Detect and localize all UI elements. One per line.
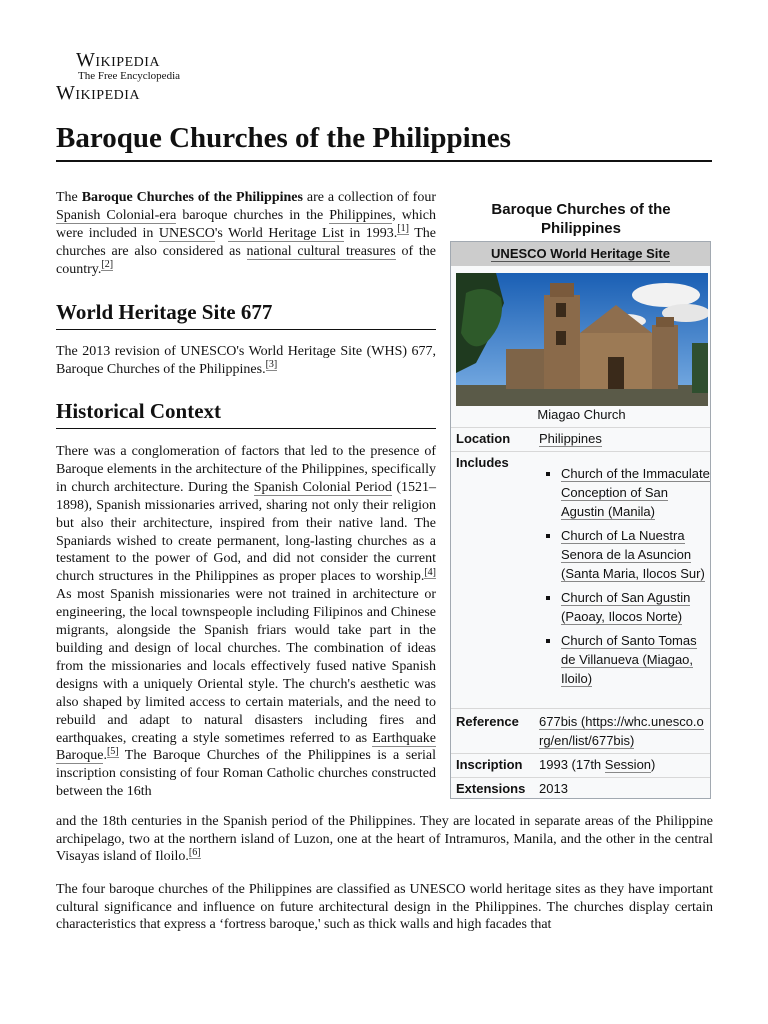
link-santa-maria-church[interactable]: Church of La Nuestra Senora de la Asuncion (Santa Maria, Ilocos Sur) (561, 528, 705, 581)
row-inscription: Inscription 1993 (17th Session) (451, 753, 710, 777)
ref-5[interactable]: [5] (106, 745, 119, 757)
label-includes: Includes (456, 455, 509, 470)
history-paragraph-full: and the 18th centuries in the Spanish period of the Philippines. They are located in separate areas of the Philippine archipelago, two at the northern island of Luzon, one at the heart of Intramuros, Manila, and the other in the central Visayas island of Iloilo.[6] (56, 814, 713, 865)
ref-3[interactable]: [3] (265, 359, 278, 371)
row-reference (451, 708, 710, 752)
page-title: Baroque Churches of the Philippines (56, 120, 712, 162)
tagline: The Free Encyclopedia (78, 70, 181, 82)
list-item (561, 464, 711, 521)
link-manila-church[interactable]: Church of the Immaculate Conception of San Agustin (Manila) (561, 466, 710, 519)
link-reference[interactable]: 677bis (https://whc.unesco.org/en/list/677bis) (539, 714, 704, 748)
whs-paragraph: The 2013 revision of UNESCO's World Heritage Site (WHS) 677, Baroque Churches of the Philippines.[3] (56, 344, 436, 377)
list-item (561, 526, 711, 583)
classification-paragraph: The four baroque churches of the Philippines are classified as UNESCO world heritage sites as they have important cultural significance and influence on future architectural design in the Philippines. The churches display certain characteristics that express a ‘fortress baroque,' such as thick walls and high facades that (56, 882, 713, 933)
includes-list (539, 464, 711, 688)
wordmark-bottom: Wikipedia (56, 82, 141, 104)
ref-6[interactable]: [6] (188, 846, 201, 858)
image-caption: Miagao Church (537, 407, 626, 422)
link-spanish-colonial[interactable]: Spanish Colonial-era (56, 207, 177, 223)
history-paragraph-column: There was a conglomeration of factors that led to the presence of Baroque elements in the architecture of the Philippines, specifically in church architecture. During the Spanish Colonial Period (1521–1898), Spanish missionaries arrived, sharing not only their religion but also their architecture, inspired from their native land. The Spaniards wished to create permanent, long-lasting churches as a testament to the power of God, and did not consider the current church structures in the Philippines as proper places to worship.[4] As most Spanish missionaries were not trained in architecture or engineering, the local townspeople including Filipinos and Chinese migrants, alongside the Spanish friars would take part in the building and design of local churches. The combination of ideas from the missionaries and locals effectively fused native Spanish designs with a uniquely Oriental style. The church's aesthetic was also shaped by limited access to certain materials, and the need to rebuild and adapt to natural disasters including fires and earthquakes, creating a style sometimes referred to as Earthquake Baroque.[5] The Baroque Churches of the Philippines is a serial inscription consisting of four Roman Catholic churches constructed between the 16th (56, 444, 436, 800)
ref-2[interactable]: [2] (101, 258, 114, 270)
miagao-church-image[interactable] (456, 273, 708, 406)
ref-1[interactable]: [1] (397, 223, 409, 235)
link-miagao-church[interactable]: Church of Santo Tomas de Villanueva (Miagao, Iloilo) (561, 633, 697, 686)
list-item (561, 588, 711, 626)
infobox-title: Baroque Churches of the Philippines (491, 201, 671, 237)
row-includes (451, 451, 710, 705)
link-paoay-church[interactable]: Church of San Agustin (Paoay, Ilocos Norte) (561, 590, 691, 624)
row-location (451, 427, 710, 451)
heading-historical-context: Historical Context (56, 398, 436, 429)
label-inscription: Inscription (456, 757, 523, 772)
intro-bold-title: Baroque Churches of the Philippines (81, 190, 303, 205)
link-world-heritage-list[interactable]: World Heritage List (228, 225, 344, 241)
link-philippines[interactable]: Philippines (329, 207, 393, 223)
heading-world-heritage-site: World Heritage Site 677 (56, 299, 436, 330)
extensions-value: 2013 (539, 781, 568, 796)
link-earthquake-baroque[interactable]: Earthquake Baroque (56, 730, 436, 764)
inscription-value: 1993 (17th (539, 757, 605, 772)
link-session[interactable]: Session (604, 757, 652, 772)
link-spanish-colonial-period[interactable]: Spanish Colonial Period (253, 479, 392, 495)
wordmark-top: Wikipedia (76, 49, 161, 71)
label-reference: Reference (456, 714, 519, 729)
infobox-band (451, 242, 710, 266)
label-extensions: Extensions (456, 781, 526, 796)
infobox (450, 241, 711, 799)
link-location[interactable]: Philippines (539, 431, 602, 446)
link-unesco-whs[interactable]: UNESCO World Heritage Site (491, 246, 670, 261)
link-national-cultural-treasures[interactable]: national cultural treasures (246, 243, 396, 259)
list-item (561, 631, 711, 688)
row-extensions (451, 777, 710, 800)
label-location: Location (456, 431, 511, 446)
wikipedia-logo[interactable] (56, 50, 196, 104)
ref-4[interactable]: [4] (424, 566, 436, 578)
link-unesco[interactable]: UNESCO (158, 225, 215, 241)
intro-paragraph: The Baroque Churches of the Philippines are a collection of four Spanish Colonial-era baroque churches in the Philippines, which were included in UNESCO's World Heritage List in 1993.[1] The churches are also considered as national cultural treasures of the country.[2] (56, 190, 437, 277)
